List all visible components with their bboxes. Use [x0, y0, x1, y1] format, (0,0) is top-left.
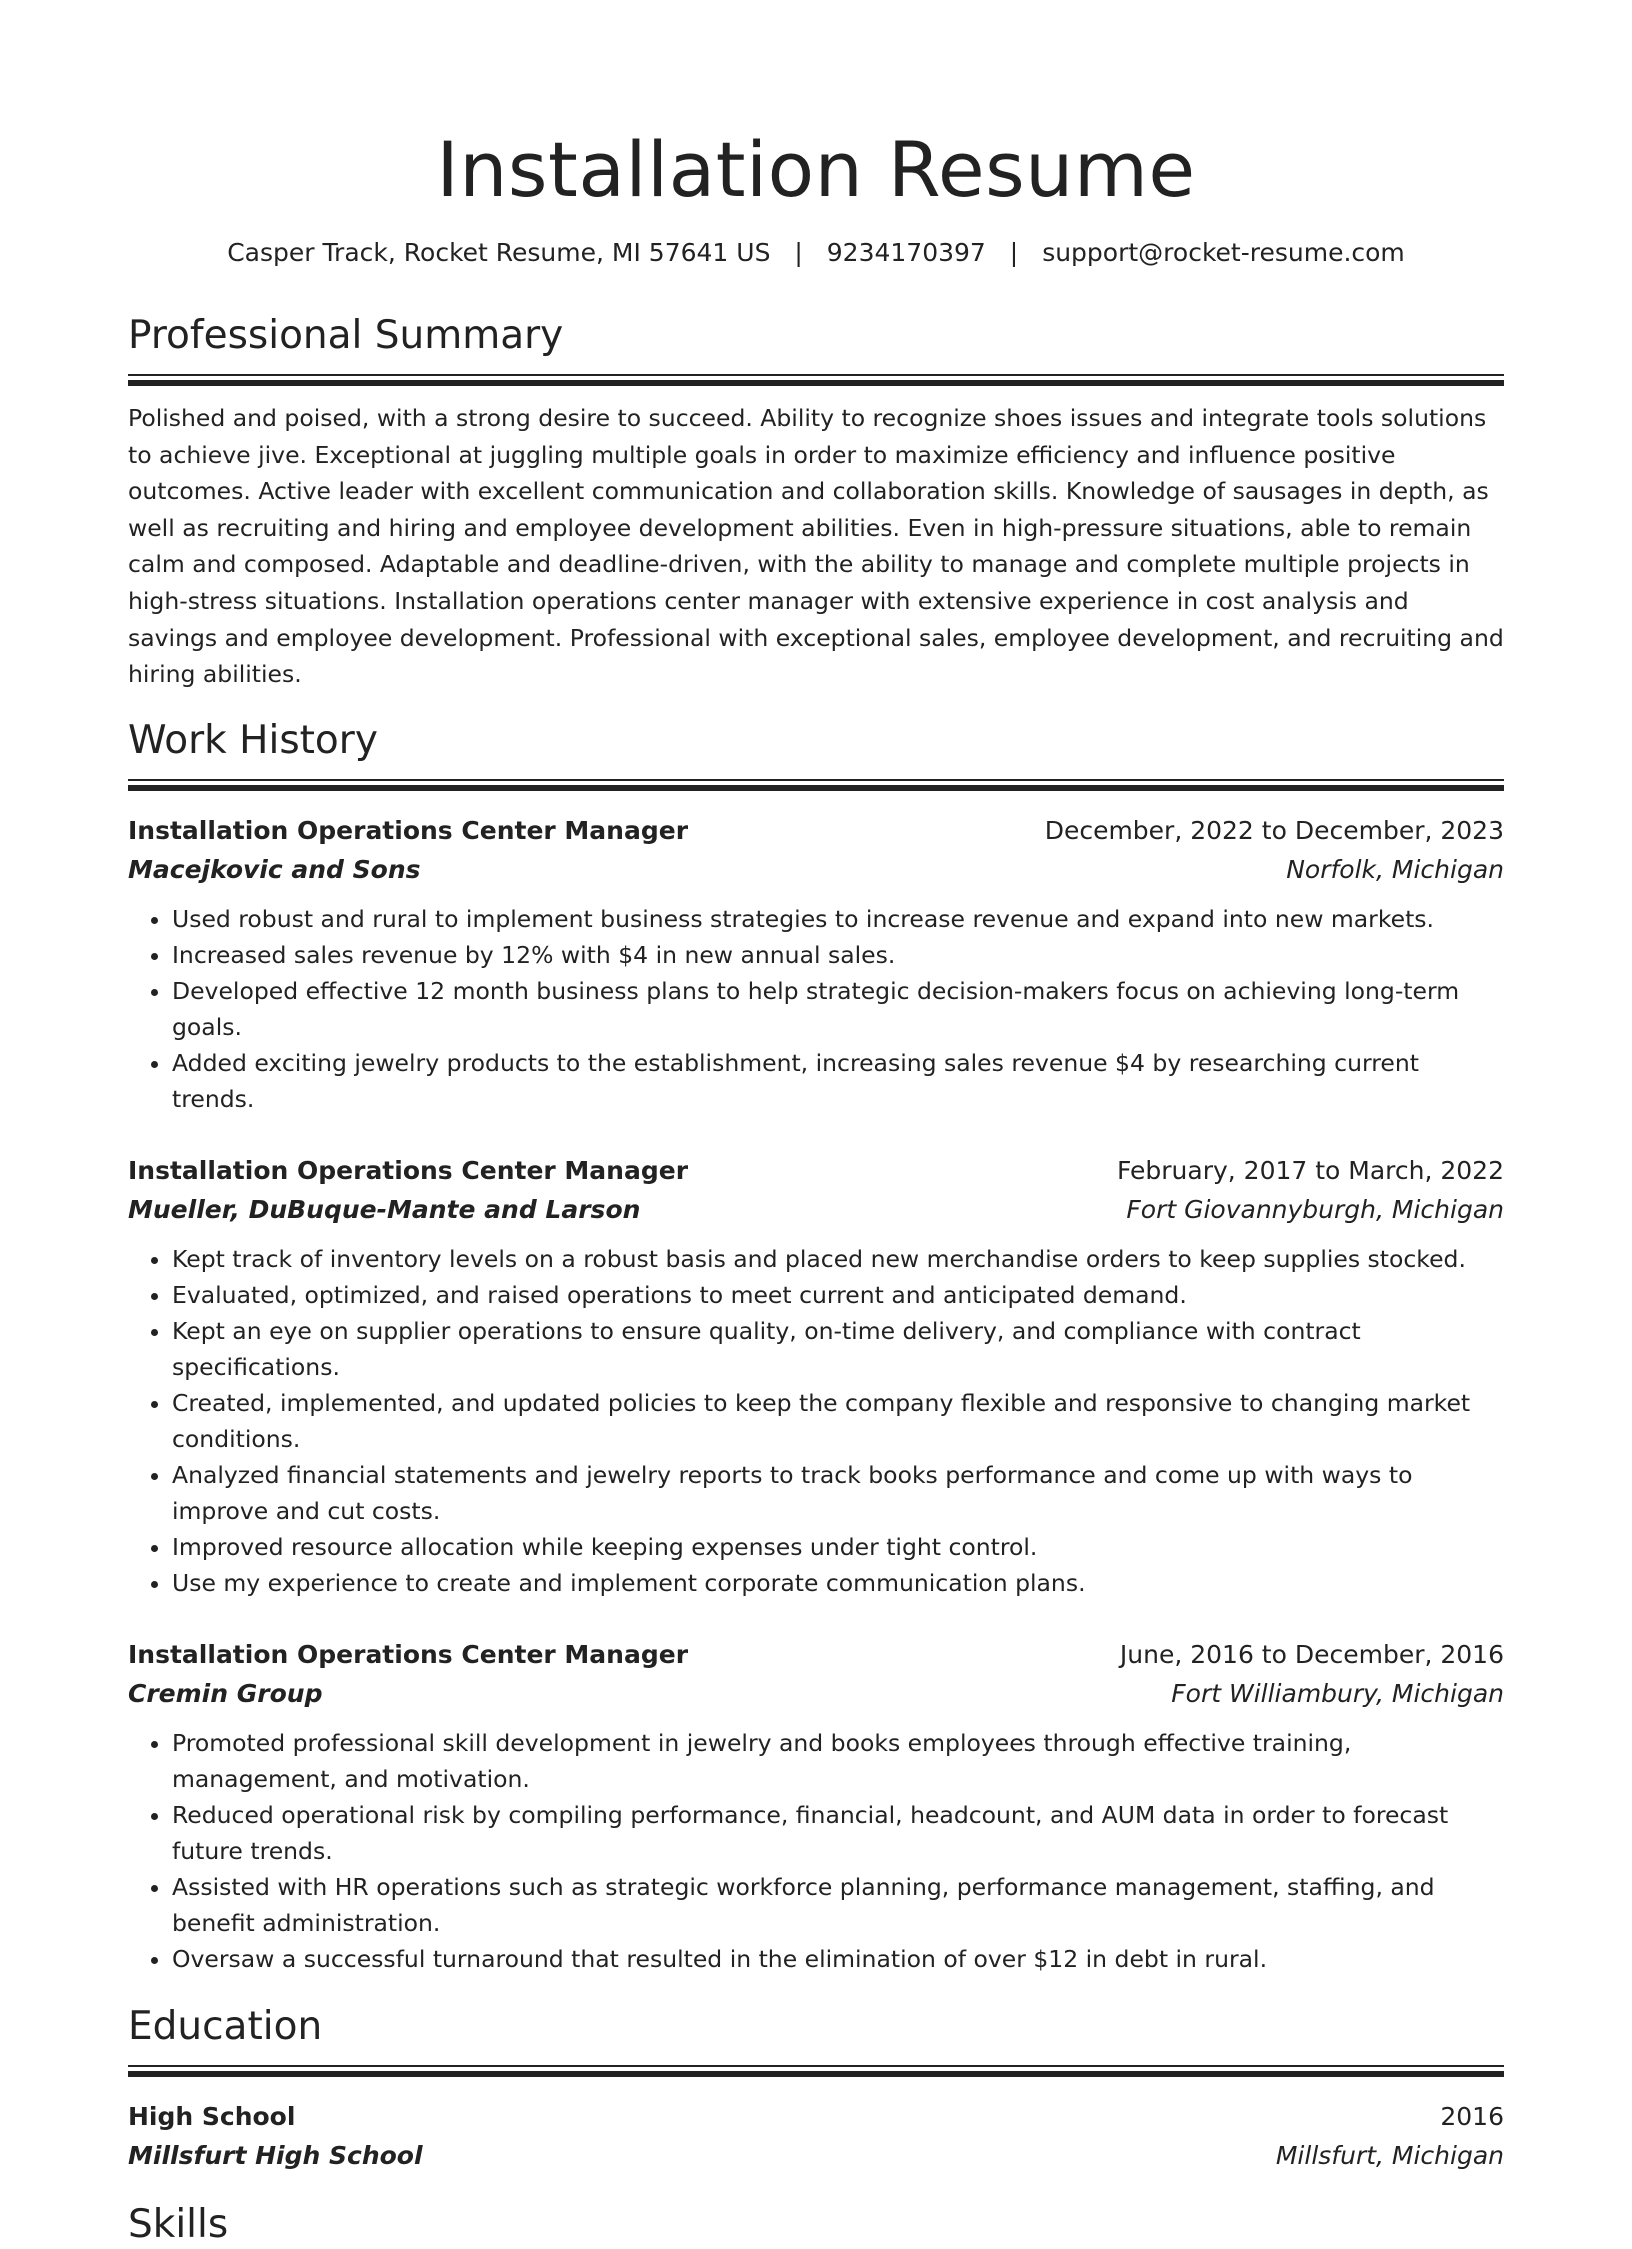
job-location: Norfolk, Michigan — [1286, 854, 1504, 884]
summary-heading: Professional Summary — [128, 313, 564, 358]
job-header — [128, 811, 1504, 851]
contact-separator: | — [794, 238, 803, 267]
job-company: Macejkovic and Sons — [128, 854, 421, 884]
section-divider — [128, 2065, 1504, 2077]
education-subheader — [128, 2137, 1504, 2175]
job-bullet: • Kept track of inventory levels on a robust basis and placed new merchandise orders to keep supplies stocked. — [172, 1241, 1504, 1277]
skills-heading: Skills — [128, 2201, 229, 2247]
resume-title: Installation Resume — [436, 125, 1196, 214]
job-bullet: • Kept an eye on supplier operations to ensure quality, on-time delivery, and compliance with contract specifications. — [172, 1313, 1504, 1385]
section-divider — [128, 779, 1504, 791]
job-bullet: • Used robust and rural to implement business strategies to increase revenue and expand into new markets. — [172, 901, 1504, 937]
education-location: Millsfurt, Michigan — [1275, 2140, 1504, 2170]
contact-line — [128, 236, 1504, 270]
education-degree: High School — [128, 2101, 296, 2131]
job-entry — [128, 1151, 1504, 1601]
job-bullet: • Evaluated, optimized, and raised operations to meet current and anticipated demand. — [172, 1277, 1504, 1313]
job-dates: December, 2022 to December, 2023 — [1044, 815, 1504, 845]
job-location: Fort Giovannyburgh, Michigan — [1126, 1194, 1504, 1224]
job-company: Mueller, DuBuque-Mante and Larson — [128, 1194, 641, 1224]
education-school: Millsfurt High School — [128, 2140, 423, 2170]
summary-text: Polished and poised, with a strong desire to succeed. Ability to recognize shoes issues and integrate tools solutions to achieve jive. Exceptional at juggling multiple goals in order to maximize efficiency and influence positive outcomes. Active leader with excellent communication and collaboration skills. Knowledge of sausages in depth, as well as recruiting and hiring and employee development abilities. Even in high-pressure situations, able to remain calm and composed. Adaptable and deadline-driven, with the ability to manage and complete multiple projects in high-stress situations. Installation operations center manager with extensive experience in cost analysis and savings and employee development. Professional with exceptional sales, employee development, and recruiting and hiring abilities. — [128, 404, 1504, 689]
job-bullet: • Analyzed financial statements and jewelry reports to track books performance and come up with ways to improve and cut costs. — [172, 1457, 1504, 1529]
job-subheader — [128, 1191, 1504, 1229]
section-divider — [128, 374, 1504, 386]
education-heading: Education — [128, 2003, 323, 2049]
job-bullet: • Promoted professional skill development in jewelry and books employees through effective training, management, and motivation. — [172, 1725, 1504, 1797]
job-header — [128, 1151, 1504, 1191]
job-bullets — [128, 1725, 1504, 1977]
job-entry — [128, 811, 1504, 1117]
job-header — [128, 1635, 1504, 1675]
job-bullet: • Use my experience to create and implement corporate communication plans. — [172, 1565, 1504, 1601]
job-bullet: • Reduced operational risk by compiling performance, financial, headcount, and AUM data in order to forecast future trends. — [172, 1797, 1504, 1869]
job-bullet: • Oversaw a successful turnaround that resulted in the elimination of over $12 in debt in rural. — [172, 1941, 1504, 1977]
job-bullet: • Created, implemented, and updated policies to keep the company flexible and responsive to changing market conditions. — [172, 1385, 1504, 1457]
job-dates: February, 2017 to March, 2022 — [1116, 1155, 1504, 1185]
job-bullet: • Improved resource allocation while keeping expenses under tight control. — [172, 1529, 1504, 1565]
job-title: Installation Operations Center Manager — [128, 815, 689, 845]
job-bullet: • Developed effective 12 month business plans to help strategic decision-makers focus on achieving long-term goals. — [172, 973, 1504, 1045]
job-bullet: • Increased sales revenue by 12% with $4 in new annual sales. — [172, 937, 1504, 973]
contact-separator: | — [1009, 238, 1019, 267]
work-history-heading: Work History — [128, 717, 378, 763]
job-subheader — [128, 851, 1504, 889]
job-bullets — [128, 901, 1504, 1117]
job-subheader — [128, 1675, 1504, 1713]
job-bullets — [128, 1241, 1504, 1601]
job-location: Fort Williambury, Michigan — [1171, 1678, 1504, 1708]
job-title: Installation Operations Center Manager — [128, 1155, 689, 1185]
job-dates: June, 2016 to December, 2016 — [1119, 1639, 1504, 1669]
resume-page — [128, 0, 1504, 2249]
contact-address: Casper Track, Rocket Resume, MI 57641 US — [227, 238, 771, 267]
education-header — [128, 2097, 1504, 2137]
job-title: Installation Operations Center Manager — [128, 1639, 689, 1669]
contact-email: support@rocket-resume.com — [1042, 238, 1405, 267]
job-bullet: • Assisted with HR operations such as strategic workforce planning, performance management, staffing, and benefit administration. — [172, 1869, 1504, 1941]
education-entry — [128, 2097, 1504, 2175]
job-company: Cremin Group — [128, 1678, 323, 1708]
job-entry — [128, 1635, 1504, 1977]
education-year: 2016 — [1440, 2101, 1504, 2131]
job-bullet: • Added exciting jewelry products to the establishment, increasing sales revenue $4 by researching current trends. — [172, 1045, 1504, 1117]
contact-phone: 9234170397 — [826, 238, 986, 267]
